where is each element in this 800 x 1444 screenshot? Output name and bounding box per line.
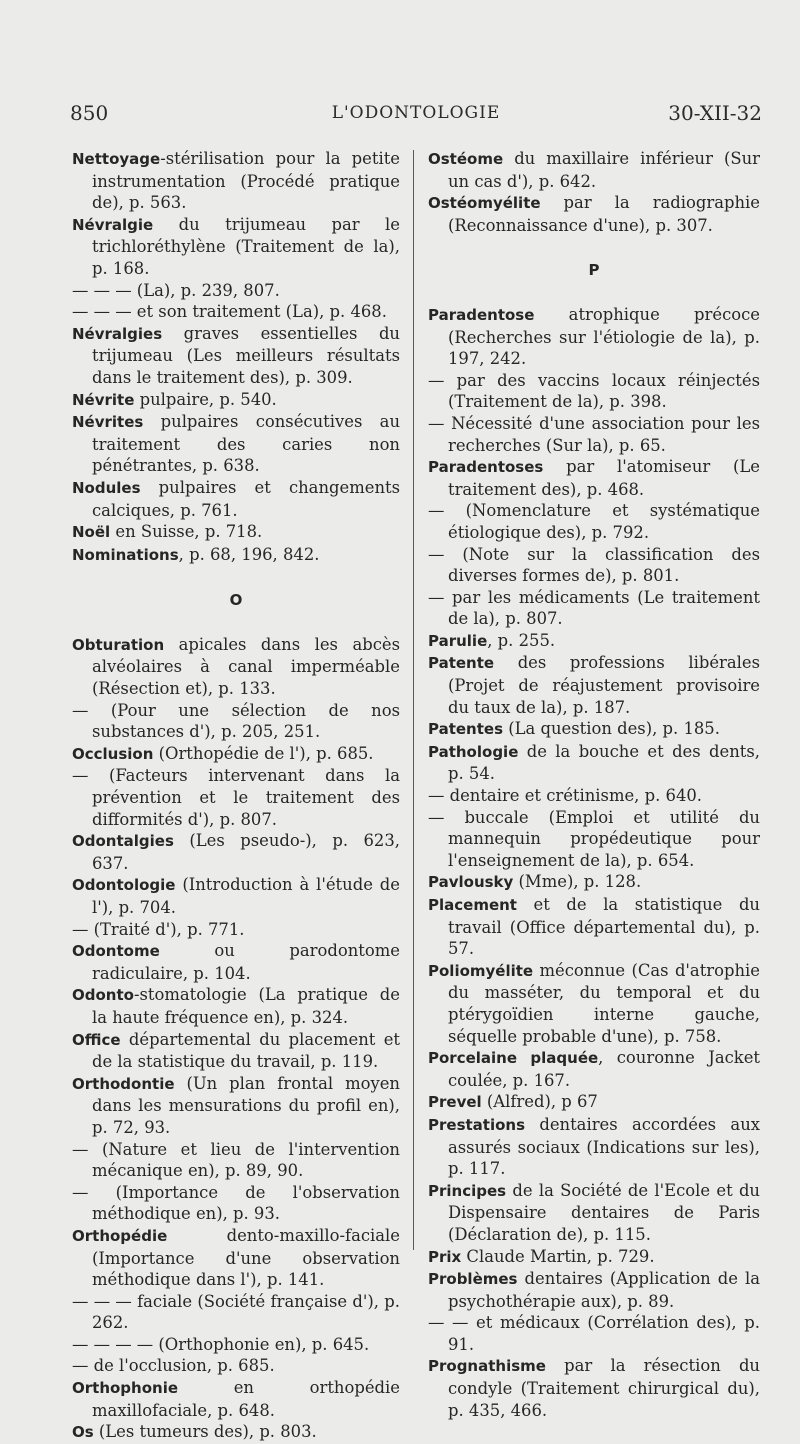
- entry-headword: Prestations: [428, 1115, 526, 1134]
- entry-headword: Pathologie: [428, 742, 519, 761]
- entry-text: — par des vaccins locaux réinjectés (Traitement de la), p. 398.: [428, 370, 760, 412]
- entry-text: — (Note sur la classification des diverses formes de), p. 801.: [428, 544, 760, 586]
- entry-text: (Introduction à l'étude de l'), p. 704.: [92, 875, 400, 917]
- index-entry: [428, 1180, 760, 1246]
- entry-headword: Porcelaine plaquée: [428, 1049, 599, 1068]
- entry-headword: Névralgie: [72, 215, 154, 234]
- entry-headword: Parulie: [428, 631, 488, 650]
- index-entry: [72, 1377, 400, 1421]
- index-entry: [72, 1139, 400, 1182]
- index-entry: [428, 785, 760, 807]
- entry-text: graves essentielles du trijumeau (Les meilleurs résultats dans le traitement des), p. 309.: [92, 323, 400, 387]
- index-entry: [428, 1312, 760, 1355]
- index-entry: [428, 894, 760, 960]
- section-letter: O: [229, 591, 243, 610]
- entry-headword: Paradentose: [428, 305, 535, 324]
- entry-text: ou parodontome radiculaire, p. 104.: [92, 941, 400, 983]
- entry-text: — — — et son traitement (La), p. 468.: [72, 302, 387, 322]
- entry-text: — buccale (Emploi et utilité du mannequin propédeutique pour l'enseignement de la), p. 654.: [428, 807, 760, 870]
- entry-text: — (Pour une sélection de nos substances d'), p. 205, 251.: [72, 700, 400, 742]
- entry-text: — (Nature et lieu de l'intervention mécanique en), p. 89, 90.: [72, 1139, 400, 1181]
- index-entry: [72, 148, 400, 214]
- index-entry: [428, 544, 760, 587]
- index-entry: [428, 741, 760, 785]
- index-entry: [428, 1268, 760, 1312]
- entry-headword: Odontalgies: [72, 832, 174, 851]
- index-entry: [72, 1029, 400, 1073]
- index-entry: [72, 1334, 400, 1356]
- entry-headword: Os: [72, 1423, 94, 1442]
- entry-text: — de l'occlusion, p. 685.: [72, 1356, 275, 1376]
- index-entry: [428, 1114, 760, 1180]
- index-entry: [428, 871, 760, 894]
- entry-headword: Patentes: [428, 720, 504, 739]
- index-entry: [72, 1421, 400, 1444]
- index-entry: [72, 634, 400, 700]
- entry-text: , p. 68, 196, 842.: [178, 544, 320, 564]
- entry-text: — (Importance de l'observation méthodique en), p. 93.: [72, 1182, 400, 1224]
- entry-text: dentaires accordées aux assurés sociaux (Indications sur les), p. 117.: [448, 1114, 760, 1179]
- entry-text: — — — faciale (Société française d'), p. 262.: [72, 1291, 400, 1333]
- entry-text: en Suisse, p. 718.: [110, 522, 263, 542]
- entry-headword: Nominations: [72, 545, 179, 564]
- index-entry: [72, 1182, 400, 1225]
- entry-headword: Névralgies: [72, 324, 163, 343]
- entry-text: — — — (La), p. 239, 807.: [72, 280, 280, 300]
- index-entry: [428, 1246, 760, 1269]
- index-entry: [72, 389, 400, 412]
- entry-text: atrophique précoce (Recherches sur l'étiologie de la), p. 197, 242.: [448, 304, 760, 369]
- entry-headword: Odontome: [72, 942, 160, 961]
- entry-text: — — — — (Orthophonie en), p. 645.: [72, 1334, 370, 1354]
- page-number: 850: [70, 101, 109, 125]
- entry-headword: Névrites: [72, 413, 144, 432]
- entry-text: par la radiographie (Reconnaissance d'une), p. 307.: [448, 193, 760, 235]
- section-letter: P: [588, 261, 600, 280]
- entry-text: pulpaire, p. 540.: [134, 389, 277, 409]
- index-entry: [72, 700, 400, 743]
- index-entry: [428, 500, 760, 543]
- entry-text: des professions libérales (Projet de réajustement provisoire du taux de la), p. 187.: [448, 653, 760, 717]
- index-entry: [428, 413, 760, 456]
- index-entry: [72, 323, 400, 389]
- entry-headword: Obturation: [72, 635, 165, 654]
- index-entry: [72, 1225, 400, 1291]
- entry-text: méconnue (Cas d'atrophie du masséter, du temporal et du ptérygoïdien interne gauche, séquelle probable d'une), p. 758.: [448, 960, 760, 1046]
- entry-text: dentaires (Application de la psychothérapie aux), p. 89.: [448, 1269, 760, 1311]
- entry-text: apicales dans les abcès alvéolaires à canal imperméable (Résection et), p. 133.: [92, 634, 400, 699]
- index-entry: [72, 765, 400, 830]
- entry-text: pulpaires et changements calciques, p. 761.: [92, 477, 400, 520]
- index-entry: [428, 652, 760, 718]
- index-entry: [72, 1073, 400, 1139]
- entry-text: pulpaires consécutives au traitement des caries non pénétrantes, p. 638.: [92, 412, 400, 476]
- index-entry: [428, 304, 760, 370]
- entry-text: , couronne Jacket coulée, p. 167.: [448, 1048, 760, 1090]
- entry-text: (Un plan frontal moyen dans les mensurations du profil en), p. 72, 93.: [92, 1073, 400, 1137]
- index-column-left: [72, 148, 400, 1444]
- entry-headword: Nettoyage: [72, 150, 161, 168]
- entry-headword: Prevel: [428, 1093, 482, 1112]
- entry-text: — — et médicaux (Corrélation des), p. 91.: [428, 1313, 760, 1354]
- entry-text: — (Traité d'), p. 771.: [72, 919, 245, 939]
- entry-text: (Alfred), p 67: [481, 1092, 598, 1112]
- index-entry: [428, 192, 760, 236]
- entry-headword: Poliomyélite: [428, 961, 534, 980]
- entry-headword: Orthophonie: [72, 1379, 179, 1398]
- index-entry: [72, 411, 400, 477]
- entry-text: en orthopédie maxillofaciale, p. 648.: [92, 1378, 400, 1420]
- entry-text: (Les pseudo-), p. 623, 637.: [92, 831, 400, 873]
- entry-text: par l'atomiseur (Le traitement des), p. 468.: [448, 457, 760, 499]
- entry-headword: Noël: [72, 523, 111, 542]
- index-entry: [428, 148, 760, 192]
- entry-headword: Prognathisme: [428, 1357, 546, 1376]
- index-entry: [72, 984, 400, 1028]
- entry-headword: Pavlousky: [428, 873, 514, 892]
- index-entry: [428, 718, 760, 741]
- index-entry: [72, 544, 400, 567]
- entry-text: (Orthopédie de l'), p. 685.: [153, 743, 374, 763]
- entry-headword: Occlusion: [72, 744, 154, 763]
- entry-text: dento-maxillo-faciale (Importance d'une observation méthodique dans l'), p. 141.: [92, 1225, 400, 1290]
- entry-headword: Orthodontie: [72, 1074, 175, 1093]
- entry-text: Claude Martin, p. 729.: [461, 1246, 655, 1266]
- entry-text: — (Facteurs intervenant dans la prévention et le traitement des difformités d'), p. 807.: [72, 766, 400, 829]
- index-entry: [72, 830, 400, 874]
- entry-text: du trijumeau par le trichloréthylène (Traitement de la), p. 168.: [92, 214, 400, 278]
- index-entry: [72, 521, 400, 544]
- index-entry: [72, 280, 400, 302]
- index-entry: [72, 874, 400, 918]
- entry-headword: Nodules: [72, 478, 141, 497]
- index-entry: [72, 940, 400, 984]
- entry-text: (La question des), p. 185.: [503, 719, 720, 739]
- entry-text: -stérilisation pour la petite instrumentation (Procédé pratique de), p. 563.: [92, 149, 400, 213]
- entry-text: — (Nomenclature et systématique étiologique des), p. 792.: [428, 501, 760, 542]
- entry-headword: Patente: [428, 654, 495, 673]
- index-entry: [72, 919, 400, 941]
- index-entry: [72, 743, 400, 766]
- entry-text: départemental du placement et de la statistique du travail, p. 119.: [92, 1029, 400, 1072]
- entry-text: (Mme), p. 128.: [513, 872, 642, 892]
- entry-headword: Orthopédie: [72, 1226, 168, 1245]
- column-divider: [413, 150, 414, 1250]
- entry-text: du maxillaire inférieur (Sur un cas d'), p. 642.: [448, 149, 760, 191]
- entry-headword: Névrite: [72, 390, 135, 409]
- entry-headword: Ostéome: [428, 150, 504, 168]
- running-head: [70, 101, 762, 131]
- entry-text: -stomatologie (La pratique de la haute fréquence en), p. 324.: [92, 985, 400, 1027]
- index-entry: [72, 214, 400, 280]
- entry-text: et de la statistique du travail (Office départemental du), p. 57.: [448, 895, 760, 959]
- entry-headword: Principes: [428, 1181, 507, 1200]
- index-entry: [428, 807, 760, 872]
- entry-text: (Les tumeurs des), p. 803.: [93, 1422, 317, 1442]
- index-entry: [428, 630, 760, 653]
- entry-text: , p. 255.: [487, 630, 556, 650]
- index-entry: [428, 1047, 760, 1091]
- entry-headword: Odontologie: [72, 876, 176, 895]
- index-column-right: [428, 148, 760, 1421]
- entry-text: — Nécessité d'une association pour les recherches (Sur la), p. 65.: [428, 413, 760, 455]
- entry-text: de la bouche et des dents, p. 54.: [448, 741, 760, 784]
- index-entry: [72, 301, 400, 323]
- entry-headword: Paradentoses: [428, 458, 544, 477]
- index-entry: [428, 960, 760, 1047]
- entry-headword: Office: [72, 1030, 121, 1049]
- entry-headword: Ostéomyélite: [428, 194, 541, 213]
- journal-title: L'ODONTOLOGIE: [331, 103, 501, 123]
- index-entry: [428, 587, 760, 630]
- entry-text: de la Société de l'Ecole et du Dispensaire dentaires de Paris (Déclaration de), p. 115.: [448, 1180, 760, 1244]
- index-entry: [72, 1291, 400, 1334]
- entry-text: — par les médicaments (Le traitement de la), p. 807.: [428, 587, 760, 629]
- index-entry: [428, 1091, 760, 1114]
- entry-headword: Placement: [428, 896, 517, 914]
- index-entry: [72, 477, 400, 521]
- index-entry: [428, 456, 760, 500]
- index-entry: [428, 1355, 760, 1421]
- entry-headword: Problèmes: [428, 1270, 518, 1289]
- entry-text: par la résection du condyle (Traitement chirurgical du), p. 435, 466.: [448, 1356, 760, 1420]
- entry-headword: Prix: [428, 1247, 462, 1266]
- entry-headword: Odonto: [72, 986, 134, 1005]
- index-entry: [428, 370, 760, 413]
- issue-date: 30-XII-32: [668, 101, 762, 125]
- index-entry: [72, 1355, 400, 1377]
- entry-text: — dentaire et crétinisme, p. 640.: [428, 786, 703, 806]
